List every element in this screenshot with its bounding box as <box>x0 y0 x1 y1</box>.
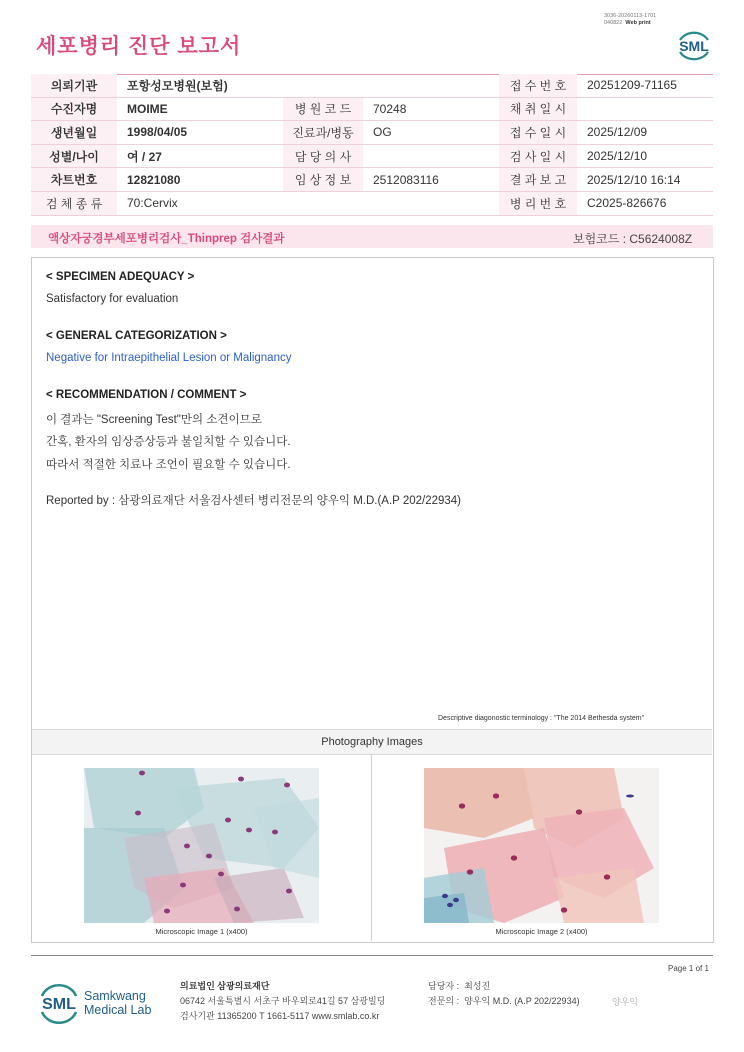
org-name: 의료법인 삼광의료재단 <box>180 981 270 991</box>
info-value: 20251209-71165 <box>577 74 713 97</box>
info-label: 병 리 번 호 <box>499 191 577 215</box>
info-label: 의뢰기관 <box>31 74 117 97</box>
photo-section-heading: Photography Images <box>32 729 712 755</box>
footer-divider <box>31 955 713 956</box>
info-row <box>31 97 713 121</box>
org-info <box>180 979 385 1024</box>
signature: 양우익 <box>612 998 639 1008</box>
info-value: 2025/12/10 <box>577 144 713 168</box>
info-value <box>363 74 499 97</box>
info-value: 2025/12/09 <box>577 121 713 145</box>
sml-logo-top <box>674 26 714 64</box>
brand-line-1: Samkwang <box>84 989 146 1003</box>
logo-text: SML <box>679 38 709 54</box>
info-value: C2025-826676 <box>577 191 713 215</box>
specialist-label: 전문의 : <box>428 996 460 1006</box>
reported-by: Reported by : 삼광의료재단 서울검사센터 병리전문의 양우익 M.D.(A.P 202/22934) <box>46 495 462 507</box>
info-label: 결 과 보 고 <box>499 168 577 192</box>
print-stamp <box>604 13 656 27</box>
info-row <box>31 168 713 192</box>
staff-info <box>428 979 580 1009</box>
specialist-name: 양우익 M.D. (A.P 202/22934) <box>464 996 580 1006</box>
manager-name: 최성진 <box>464 981 491 991</box>
info-label: 접 수 일 시 <box>499 121 577 145</box>
info-label <box>283 74 363 97</box>
manager-label: 담당자 : <box>428 981 460 991</box>
info-label: 진료과/병동 <box>283 121 363 145</box>
microscopic-image-1 <box>84 768 319 923</box>
info-value: 2512083116 <box>363 168 499 192</box>
info-value: 12821080 <box>117 168 283 192</box>
category-heading: < GENERAL CATEGORIZATION > <box>46 330 227 342</box>
terminology-note: Descriptive diagonostic terminology : "The 2014 Bethesda system" <box>438 715 645 722</box>
comment-line-1: 이 결과는 "Screening Test"만의 소견이므로 <box>46 414 262 426</box>
page-number: Page 1 of 1 <box>668 964 709 973</box>
photo-divider <box>371 754 372 941</box>
test-name: 액상자궁경부세포병리검사_Thinprep 검사결과 <box>48 233 285 245</box>
info-row <box>31 191 713 215</box>
info-value: 2025/12/10 16:14 <box>577 168 713 192</box>
print-stamp-time: 040822 <box>604 20 623 26</box>
info-label: 검 체 종 류 <box>31 191 117 215</box>
category-text: Negative for Intraepithelial Lesion or Malignancy <box>46 352 292 364</box>
info-row <box>31 144 713 168</box>
info-label <box>283 191 363 215</box>
info-value: OG <box>363 121 499 145</box>
info-label: 차트번호 <box>31 168 117 192</box>
footer-logo-text: SML <box>42 996 76 1013</box>
info-label: 성별/나이 <box>31 144 117 168</box>
info-row <box>31 74 713 97</box>
comment-heading: < RECOMMENDATION / COMMENT > <box>46 389 247 401</box>
info-row <box>31 121 713 145</box>
org-contact: 검사기관 11365200 T 1661-5117 www.smlab.co.kr <box>180 1011 380 1021</box>
info-value: 포항성모병원(보험) <box>117 74 283 97</box>
print-stamp-id: 3036-20260113-1701 <box>604 13 657 19</box>
microscopic-image-2 <box>424 768 659 923</box>
adequacy-text: Satisfactory for evaluation <box>46 293 179 305</box>
info-value: MOIME <box>117 97 283 121</box>
info-label: 생년월일 <box>31 121 117 145</box>
image-1-caption: Microscopic Image 1 (x400) <box>155 927 248 936</box>
adequacy-heading: < SPECIMEN ADEQUACY > <box>46 271 195 283</box>
patient-info-table <box>31 74 713 216</box>
info-label: 수진자명 <box>31 97 117 121</box>
comment-line-2: 간혹, 환자의 임상증상등과 불일치할 수 있습니다. <box>46 436 291 448</box>
info-value: 여 / 27 <box>117 144 283 168</box>
report-title: 세포병리 진단 보고서 <box>36 35 242 58</box>
info-value <box>363 191 499 215</box>
info-label: 임 상 정 보 <box>283 168 363 192</box>
info-label: 접 수 번 호 <box>499 74 577 97</box>
info-value <box>577 97 713 121</box>
brand-name <box>84 989 151 1017</box>
sml-logo-footer <box>36 980 82 1026</box>
info-value: 70248 <box>363 97 499 121</box>
image-2-caption: Microscopic Image 2 (x400) <box>495 927 588 936</box>
info-label: 병 원 코 드 <box>283 97 363 121</box>
info-value: 1998/04/05 <box>117 121 283 145</box>
org-address: 06742 서울특별시 서초구 바우뫼로41길 57 삼광빌딩 <box>180 996 386 1006</box>
info-value <box>363 144 499 168</box>
insurance-code: 보험코드 : C5624008Z <box>573 232 693 246</box>
info-label: 담 당 의 사 <box>283 144 363 168</box>
info-value: 70:Cervix <box>117 191 283 215</box>
print-stamp-label: Web print <box>625 20 651 26</box>
info-label: 채 취 일 시 <box>499 97 577 121</box>
comment-line-3: 따라서 적절한 치료나 조언이 필요할 수 있습니다. <box>46 459 291 471</box>
brand-line-2: Medical Lab <box>84 1003 152 1017</box>
info-label: 검 사 일 시 <box>499 144 577 168</box>
